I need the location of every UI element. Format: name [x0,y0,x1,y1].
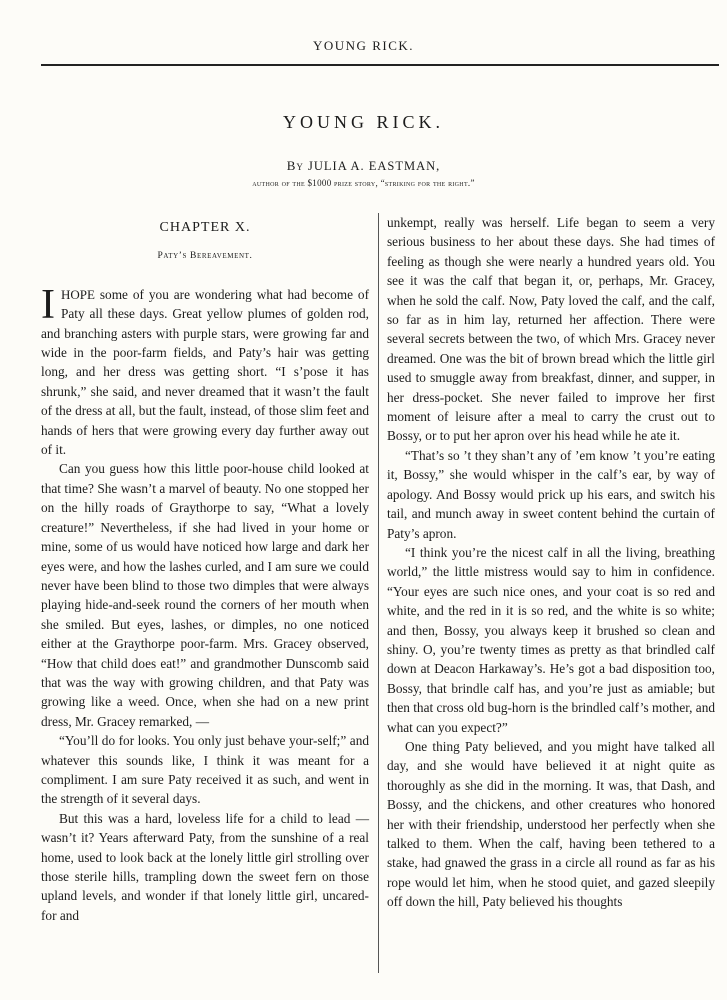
byline [0,158,727,174]
paragraph-text: some of you are wondering what had become of Paty all these days. Great yellow plumes of golden rod, and branching asters with purple stars, were growing far and wide in the poor-farm fields, and Paty’s hair was getting long, and her dress was getting short. “I s’pose it has shrunk,” she said, and never dreamed that it wasn’t the fault of the dress at all, but the fault, instead, of those slim feet and hands of hers that were growing every day further away out of it. [41,286,369,458]
paragraph [41,281,369,460]
paragraph: One thing Paty believed, and you might have talked all day, and she would have believed it at night quite as thoroughly as she did in the morning. It was, that Dash, and Bossy, and the chickens, and other creatures who honored her with their friendship, understood her perfectly when she talked to them. When the calf, having been tethered to a stake, had gnawed the grass in a circle all round as far as his rope would let him, when he stood quiet, and gazed sleepily off down the hill, Paty believed his thoughts [387,738,715,910]
byline-prefix: By [286,158,304,173]
paragraph: “You’ll do for looks. You only just behave your-self;” and whatever this sounds like, I think it was meant for a compliment. I am sure Paty received it as such, and went in the strength of it several days. [41,733,369,807]
paragraph: Can you guess how this little poor-house child looked at that time? She wasn’t a marvel of beauty. No one stopped her on the hilly roads of Graythorpe to say, “What a lovely creature!” Nevertheless, if she had lived in your home or mine, some of us would have noticed how large and dark her eyes were, and how the lashes curled, and I am sure we could never have been blind to those two dimples that were always playing hide-and-seek round the corners of her mouth when she smiled. But eyes, lashes, or dimples, no one noticed either at the Graythorpe poor-farm. Mrs. Gracey observed, “How that child does eat!” and grandmother Dunscomb said that was the way with growing children, and that Paty was growing like a weed. Once, when she had on a new print dress, Mr. Gracey remarked, — [41,461,369,729]
opening-words: HOPE [61,286,95,302]
left-column [41,218,369,925]
byline-author: JULIA A. EASTMAN, [308,159,441,173]
chapter-subtitle: Paty’s Bereavement. [157,251,253,262]
right-column [387,213,715,912]
column-divider [378,213,379,973]
paragraph: But this was a hard, loveless life for a child to lead — wasn’t it? Years afterward Paty, from the sunshine of a real home, used to look back at the lonely little girl strolling over those sterile hills, trampling down the sweet fern on those upland levels, and wonder if that lonely little girl, uncared-for and [41,810,369,923]
drop-cap: I [41,281,55,328]
paragraph: unkempt, really was herself. Life began to seem a very serious business to her about these days. She had times of feeling as though she were nearly a hundred years old. You see it was the calf that began it, or, perhaps, Mr. Gracey, when he sold the calf. Now, Paty loved the calf, and the calf, so far as in him lay, returned her affection. There were several secrets between the two, of which Mrs. Gracey never dreamed. One was the bit of brown bread which the little girl used to smuggle away from breakfast, dinner, and supper, in her dress-pocket. She never failed to improve her first moment of leisure after a meal to carry the crust out to Bossy, or to put her apron over his head while he ate it. [387,215,715,444]
chapter-heading: CHAPTER X. [159,220,251,235]
paragraph: “I think you’re the nicest calf in all the living, breathing world,” the little mistress would say to him in confidence. “Your eyes are such nice ones, and your coat is so red and white, and the red in it is so red, and the white is so white; and then, Bossy, you always keep it brushed so clean and shiny. O, you’re twenty times as pretty as that brindled calf down at Deacon Harkaway’s. He’s got a bad disposition too, Bossy, that brindle calf has, and you’re just as amiable; but then that cross old bug-horn is the brindled calf’s mother, and what can you expect?” [387,544,715,735]
running-head: YOUNG RICK. [313,38,414,53]
paragraph: “That’s so ’t they shan’t any of ’em know ’t you’re eating it, Bossy,” she would whisper in the calf’s ear, by way of apology. And Bossy would prick up his ears, and switch his tail, and munch away in sweet content behind the curtain of Paty’s apron. [387,447,715,541]
author-credit: author of the $1000 prize story, “striking for the right.” [252,178,475,188]
article-title: YOUNG RICK. [283,112,444,132]
header-rule [41,64,719,66]
